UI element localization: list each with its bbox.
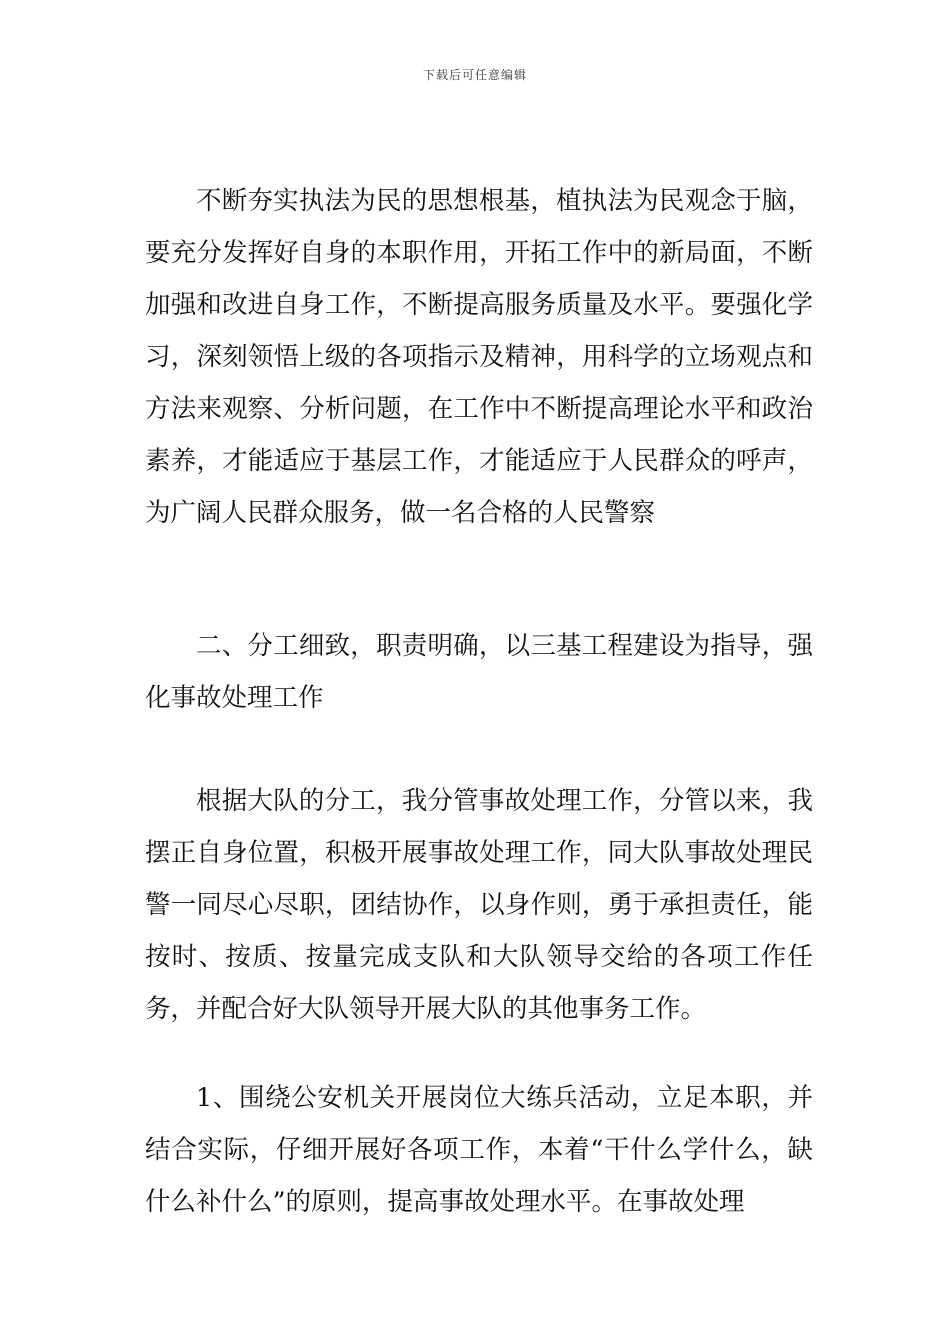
body-paragraph-1: 不断夯实执法为民的思想根基，植执法为民观念于脑，要充分发挥好自身的本职作用，开拓工作中的新局面，不断加强和改进自身工作，不断提高服务质量及水平。要强化学习，深刻领悟上级的各项指示及精神，用科学的立场观点和方法来观察、分析问题，在工作中不断提高理论水平和政治素养，才能适应于基层工作，才能适应于人民群众的呼声，为广阔人民群众服务，做一名合格的人民警察 (145, 186, 813, 528)
header-note: 下载后可任意编辑 (422, 68, 527, 82)
section-heading-2: 二、分工细致，职责明确，以三基工程建设为指导，强化事故处理工作 (145, 631, 813, 713)
body-paragraph-4: 1、围绕公安机关开展岗位大练兵活动，立足本职，并结合实际，仔细开展好各项工作，本着“干什么学什么，缺什么补什么”的原则，提高事故处理水平。在事故处理 (145, 1083, 813, 1217)
body-paragraph-3: 根据大队的分工，我分管事故处理工作，分管以来，我摆正自身位置，积极开展事故处理工作，同大队事故处理民警一同尽心尽职，团结协作，以身作则，勇于承担责任，能按时、按质、按量完成支队和大队领导交给的各项工作任务，并配合好大队领导开展大队的其他事务工作。 (145, 786, 813, 1024)
